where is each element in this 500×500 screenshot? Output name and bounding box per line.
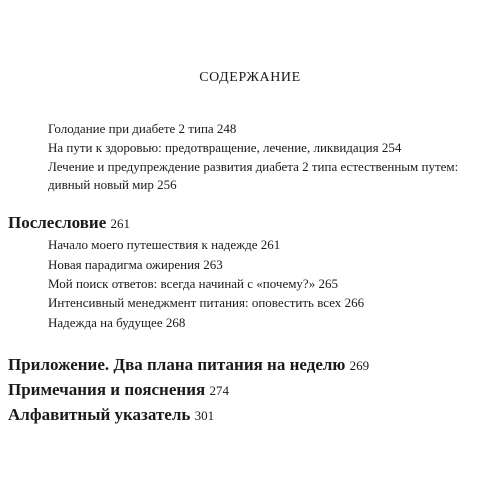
- toc-entry: [48, 257, 223, 273]
- toc-entry-page: 256: [157, 177, 177, 192]
- toc-entry: [48, 237, 280, 253]
- toc-entry: [48, 121, 236, 137]
- toc-entry-title: Мой поиск ответов: всегда начинай с «почему?»: [48, 276, 316, 291]
- toc-entry-title: Начало моего путешествия к надежде: [48, 237, 261, 252]
- toc-entry-page: 248: [216, 121, 237, 136]
- toc-section: [8, 213, 130, 234]
- toc-section-title: Послесловие: [8, 213, 107, 232]
- toc-entry-page: 254: [381, 140, 402, 155]
- toc-section-title: Примечания и пояснения: [8, 380, 206, 399]
- toc-section: [8, 405, 214, 426]
- toc-entry: [48, 295, 364, 311]
- toc-entry-page: 268: [165, 315, 186, 330]
- toc-entry-title: дивный новый мир: [48, 177, 154, 192]
- toc-entry-title: Интенсивный менеджмент питания: оповестить всех: [48, 295, 342, 310]
- toc-section: [8, 355, 369, 376]
- toc-entry-page: 266: [344, 295, 365, 310]
- toc-entry-title: На пути к здоровью: предотвращение, лечение, ликвидация: [48, 140, 379, 155]
- toc-section-page: 301: [194, 408, 215, 423]
- toc-entry-title: Новая парадигма ожирения: [48, 257, 201, 272]
- toc-entry: [48, 315, 185, 331]
- toc-entry-page: 265: [318, 276, 338, 291]
- toc-entry-title: Надежда на будущее: [48, 315, 163, 330]
- toc-section-page: 274: [209, 383, 229, 398]
- toc-entry-page: 261: [260, 237, 281, 252]
- toc-section-page: 261: [110, 216, 130, 231]
- toc-entry-title: Лечение и предупреждение развития диабета 2 типа естественным путем:: [48, 159, 459, 174]
- toc-section: [8, 380, 229, 401]
- toc-entry: [48, 276, 338, 292]
- toc-entry-title: Голодание при диабете 2 типа: [48, 121, 214, 136]
- toc-section-page: 269: [349, 358, 370, 373]
- toc-entry-page: 263: [203, 257, 223, 272]
- toc-section-title: Алфавитный указатель: [8, 405, 191, 424]
- toc-entry: [48, 140, 401, 156]
- toc-section-title: Приложение. Два плана питания на неделю: [8, 355, 346, 374]
- toc-entry: [48, 159, 458, 175]
- toc-entry: [48, 177, 177, 193]
- toc-heading: СОДЕРЖАНИЕ: [199, 70, 301, 85]
